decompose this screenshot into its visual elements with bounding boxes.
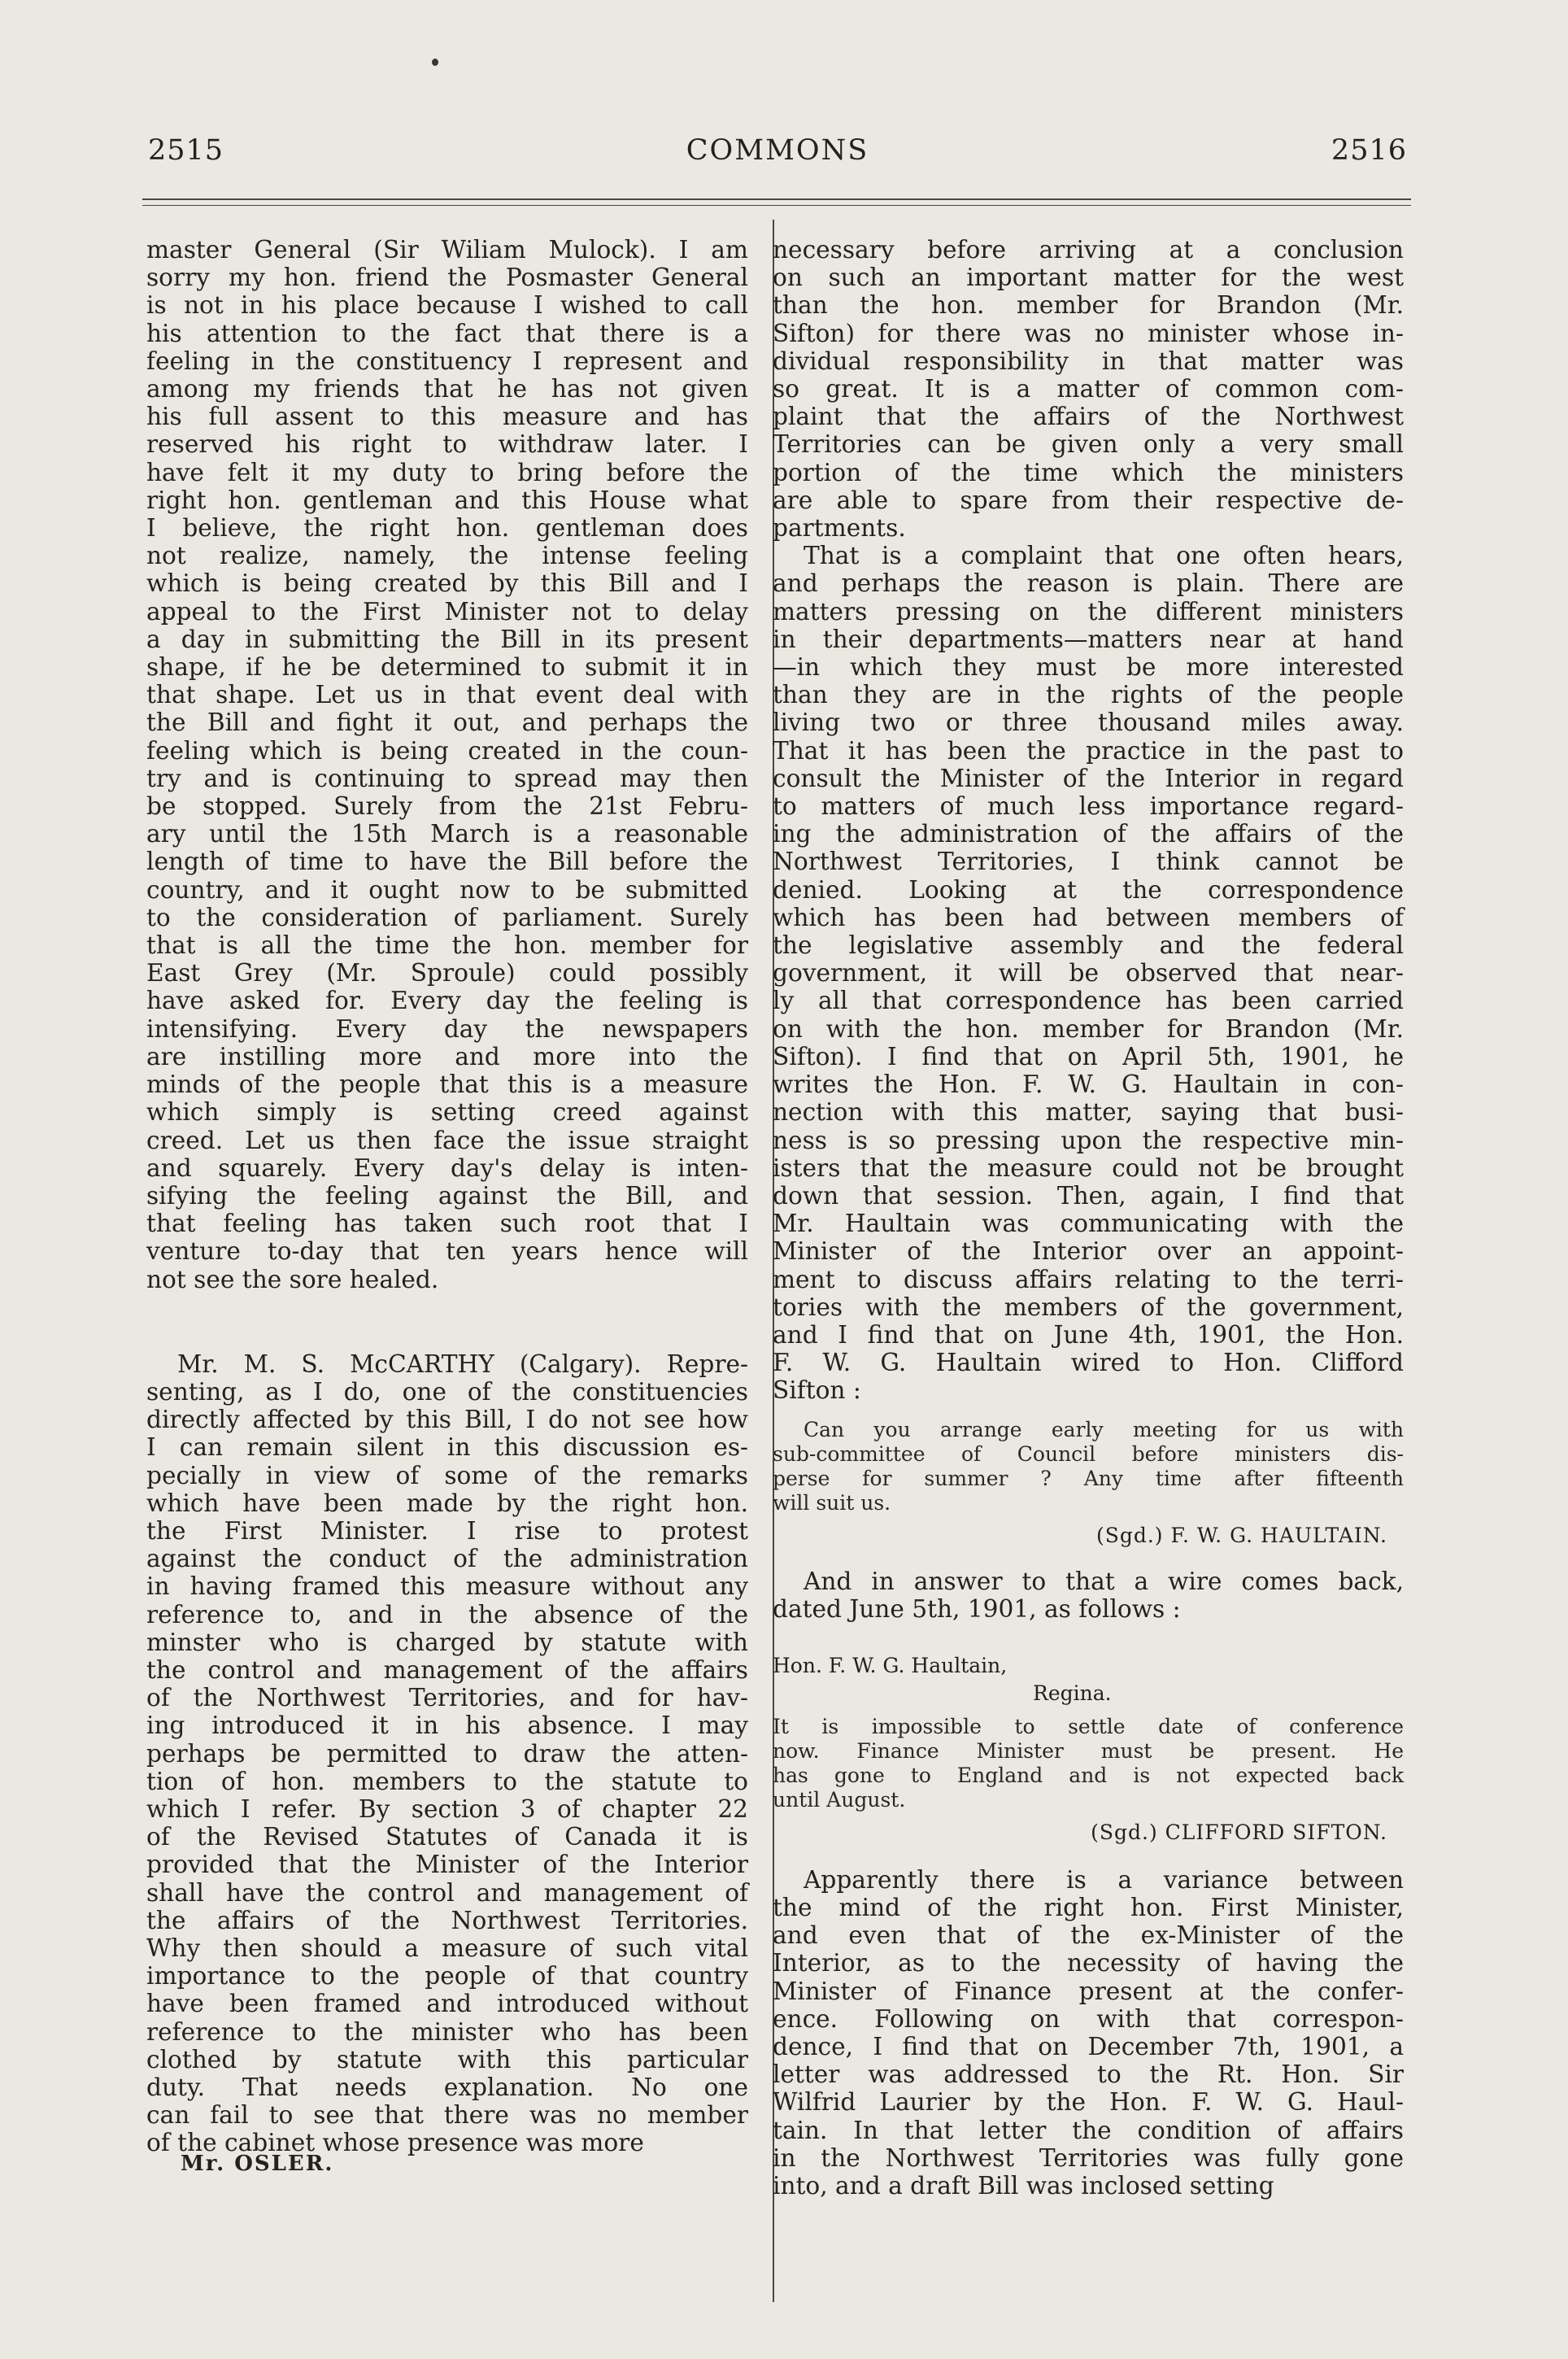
text-line: senting, as I do, one of the constituencies: [146, 1377, 748, 1406]
text-line: tain. In that letter the condition of affairs: [773, 2116, 1404, 2144]
text-line: portion of the time which the ministers: [773, 458, 1404, 486]
text-line: try and is continuing to spread may then: [146, 764, 748, 792]
telegram-sifton: [773, 1715, 1404, 1812]
text-line: pecially in view of some of the remarks: [146, 1461, 748, 1489]
text-line: directly affected by this Bill, I do not see how: [146, 1406, 748, 1434]
text-line: Northwest Territories, I think cannot be: [773, 848, 1404, 876]
text-line: Mr. Haultain was communicating with the: [773, 1210, 1404, 1238]
text-line: perhaps be permitted to draw the atten-: [146, 1739, 748, 1768]
text-line: intensifying. Every day the newspapers: [146, 1014, 748, 1043]
text-line: And in answer to that a wire comes back,: [804, 1567, 1404, 1595]
footer-speaker-name: Mr. OSLER.: [181, 2152, 334, 2176]
text-line: ary until the 15th March is a reasonable: [146, 820, 748, 848]
text-line: to matters of much less importance regard-: [773, 792, 1404, 821]
text-line: in having framed this measure without any: [146, 1572, 748, 1601]
text-line: dence, I find that on December 7th, 1901, a: [773, 2032, 1404, 2060]
text-line: Minister of the Interior over an appoint-: [773, 1237, 1404, 1266]
text-line: ness is so pressing upon the respective min-: [773, 1126, 1404, 1154]
text-line: not realize, namely, the intense feeling: [146, 542, 748, 570]
text-line: are able to spare from their respective de-: [773, 486, 1404, 514]
text-line: provided that the Minister of the Interior: [146, 1851, 748, 1879]
text-line: Sifton). I find that on April 5th, 1901, he: [773, 1042, 1404, 1070]
text-line: Wilfrid Laurier by the Hon. F. W. G. Haul-: [773, 2088, 1404, 2117]
text-line: shape, if he be determined to submit it in: [146, 653, 748, 682]
text-line: be stopped. Surely from the 21st Febru-: [146, 792, 748, 821]
text-line: ing introduced it in his absence. I may: [146, 1711, 748, 1740]
text-line: his attention to the fact that there is a: [146, 319, 748, 347]
left-column: [146, 236, 748, 2157]
text-line: his full assent to this measure and has: [146, 403, 748, 431]
header-rule: [142, 198, 1411, 200]
text-line: dividual responsibility in that matter was: [773, 347, 1404, 375]
text-line: sifying the feeling against the Bill, and: [146, 1181, 748, 1210]
text-line: letter was addressed to the Rt. Hon. Sir: [773, 2060, 1404, 2089]
text-line: will suit us.: [773, 1490, 891, 1515]
right-paragraph-2: [773, 542, 1404, 1404]
ink-speck: [432, 59, 438, 66]
text-line: shall have the control and management of: [146, 1878, 748, 1907]
text-line: which have been made by the right hon.: [146, 1489, 748, 1517]
text-line: Interior, as to the necessity of having the: [773, 1949, 1404, 1977]
text-line: importance to the people of that country: [146, 1962, 748, 1991]
text-line: minster who is charged by statute with: [146, 1628, 748, 1656]
text-line: reserved his right to withdraw later. I: [146, 430, 748, 459]
text-line: are instilling more and more into the: [146, 1042, 748, 1070]
text-line: Sifton) for there was no minister whose in-: [773, 319, 1404, 347]
text-line: so great. It is a matter of common com-: [773, 375, 1404, 403]
text-line: F. W. G. Haultain wired to Hon. Clifford: [773, 1349, 1404, 1377]
telegram-haultain-signature: (Sgd.) F. W. G. HAULTAIN.: [1095, 1523, 1387, 1547]
text-line: Mr. M. S. McCARTHY (Calgary). Repre-: [177, 1350, 748, 1378]
text-line: can fail to see that there was no member: [146, 2101, 748, 2130]
text-line: I believe, the right hon. gentleman does: [146, 514, 748, 543]
text-line: consult the Minister of the Interior in regard: [773, 764, 1404, 792]
text-line: have been framed and introduced without: [146, 1990, 748, 2018]
text-line: ment to discuss affairs relating to the terri-: [773, 1265, 1404, 1293]
left-paragraph-1: [146, 236, 748, 1293]
text-line: feeling which is being created in the coun-: [146, 736, 748, 765]
text-line: Apparently there is a variance between: [804, 1865, 1404, 1894]
text-line: on such an important matter for the west: [773, 264, 1404, 292]
text-line: denied. Looking at the correspondence: [773, 875, 1404, 904]
text-line: against the conduct of the administration: [146, 1545, 748, 1573]
text-line: Can you arrange early meeting for us with: [804, 1417, 1404, 1441]
text-line: to the consideration of parliament. Surely: [146, 903, 748, 931]
text-line: Sifton :: [773, 1376, 861, 1405]
text-line: isters that the measure could not be brought: [773, 1153, 1404, 1182]
text-line: and I find that on June 4th, 1901, the Hon.: [773, 1320, 1404, 1349]
running-title: COMMONS: [686, 134, 869, 167]
text-line: East Grey (Mr. Sproule) could possibly: [146, 959, 748, 988]
text-line: in the Northwest Territories was fully gone: [773, 2143, 1404, 2172]
text-line: creed. Let us then face the issue straight: [146, 1126, 748, 1154]
page-header: [148, 134, 1407, 175]
text-line: master General (Sir Wiliam Mulock). I am: [146, 236, 748, 264]
text-line: plaint that the affairs of the Northwest: [773, 403, 1404, 431]
text-line: among my friends that he has not given: [146, 375, 748, 403]
text-line: dated June 5th, 1901, as follows :: [773, 1594, 1181, 1623]
text-line: is not in his place because I wished to call: [146, 291, 748, 320]
text-line: a day in submitting the Bill in its present: [146, 625, 748, 653]
text-line: than they are in the rights of the people: [773, 681, 1404, 709]
text-line: venture to-day that ten years hence will: [146, 1237, 748, 1266]
text-line: necessary before arriving at a conclusion: [773, 236, 1404, 264]
text-line: tion of hon. members to the statute to: [146, 1767, 748, 1795]
text-line: and even that of the ex-Minister of the: [773, 1921, 1404, 1950]
text-line: that is all the time the hon. member for: [146, 931, 748, 960]
text-line: has gone to England and is not expected back: [773, 1763, 1404, 1787]
text-line: reference to the minister who has been: [146, 2017, 748, 2046]
text-line: not see the sore healed.: [146, 1265, 439, 1293]
right-paragraph-4: [773, 1866, 1404, 2200]
text-line: tories with the members of the government,: [773, 1293, 1404, 1321]
left-paragraph-mccarthy: [146, 1350, 748, 2157]
telegram-sifton-signature: (Sgd.) CLIFFORD SIFTON.: [1091, 1820, 1387, 1844]
text-line: of the Revised Statutes of Canada it is: [146, 1823, 748, 1851]
text-line: country, and it ought now to be submitted: [146, 875, 748, 904]
text-line: that shape. Let us in that event deal with: [146, 681, 748, 709]
text-line: ence. Following on with that correspon-: [773, 2004, 1404, 2033]
telegram-address: Hon. F. W. G. Haultain,: [773, 1654, 1008, 1678]
text-line: which has been had between members of: [773, 903, 1404, 931]
text-line: of the Northwest Territories, and for hav-: [146, 1684, 748, 1712]
text-line: I can remain silent in this discussion es-: [146, 1433, 748, 1462]
text-line: and perhaps the reason is plain. There are: [773, 569, 1404, 598]
text-line: that feeling has taken such root that I: [146, 1210, 748, 1238]
text-line: ing the administration of the affairs of the: [773, 820, 1404, 848]
text-line: the control and management of the affairs: [146, 1655, 748, 1684]
text-line: That it has been the practice in the past to: [773, 736, 1404, 765]
text-line: duty. That needs explanation. No one: [146, 2073, 748, 2101]
text-line: the Bill and fight it out, and perhaps the: [146, 709, 748, 737]
text-line: the mind of the right hon. First Minister,: [773, 1893, 1404, 1921]
text-line: ly all that correspondence has been carried: [773, 987, 1404, 1015]
left-page-number: 2515: [148, 134, 224, 167]
text-line: appeal to the First Minister not to delay: [146, 597, 748, 626]
right-paragraph-1: [773, 236, 1404, 542]
text-line: It is impossible to settle date of conference: [773, 1714, 1404, 1738]
text-line: matters pressing on the different ministers: [773, 597, 1404, 626]
text-line: clothed by statute with this particular: [146, 2045, 748, 2073]
text-line: partments.: [773, 514, 906, 543]
text-line: Territories can be given only a very small: [773, 430, 1404, 459]
telegram-address-city: Regina.: [1033, 1681, 1112, 1706]
text-line: living two or three thousand miles away.: [773, 709, 1404, 737]
text-line: writes the Hon. F. W. G. Haultain in con-: [773, 1070, 1404, 1099]
text-line: on with the hon. member for Brandon (Mr.: [773, 1014, 1404, 1043]
text-line: which simply is setting creed against: [146, 1098, 748, 1127]
text-line: the First Minister. I rise to protest: [146, 1516, 748, 1545]
text-line: which I refer. By section 3 of chapter 22: [146, 1794, 748, 1823]
text-line: the legislative assembly and the federal: [773, 931, 1404, 960]
text-line: nection with this matter, saying that busi-: [773, 1098, 1404, 1127]
text-line: sorry my hon. friend the Posmaster General: [146, 264, 748, 292]
text-line: until August.: [773, 1787, 906, 1812]
text-line: —in which they must be more interested: [773, 653, 1404, 682]
text-line: feeling in the constituency I represent and: [146, 347, 748, 375]
text-line: Why then should a measure of such vital: [146, 1934, 748, 1962]
text-line: right hon. gentleman and this House what: [146, 486, 748, 514]
text-line: which is being created by this Bill and I: [146, 569, 748, 598]
text-line: now. Finance Minister must be present. He: [773, 1738, 1404, 1763]
text-line: than the hon. member for Brandon (Mr.: [773, 291, 1404, 320]
text-line: perse for summer ? Any time after fifteenth: [773, 1466, 1404, 1490]
header-rule-thin: [142, 205, 1411, 206]
text-line: into, and a draft Bill was inclosed setting: [773, 2171, 1274, 2200]
text-line: sub-committee of Council before ministers dis-: [773, 1441, 1404, 1466]
text-line: have asked for. Every day the feeling is: [146, 987, 748, 1015]
text-line: Minister of Finance present at the confer-: [773, 1977, 1404, 2005]
telegram-haultain: [773, 1418, 1404, 1515]
text-line: reference to, and in the absence of the: [146, 1600, 748, 1629]
text-line: minds of the people that this is a measure: [146, 1070, 748, 1099]
text-line: down that session. Then, again, I find that: [773, 1181, 1404, 1210]
text-line: and squarely. Every day's delay is inten-: [146, 1153, 748, 1182]
text-line: have felt it my duty to bring before the: [146, 458, 748, 486]
text-line: That is a complaint that one often hears,: [804, 542, 1404, 570]
text-line: of the cabinet whose presence was more: [146, 2129, 644, 2157]
right-column: [773, 236, 1404, 2200]
right-paragraph-3: [773, 1568, 1404, 1623]
text-line: in their departments—matters near at hand: [773, 625, 1404, 653]
right-page-number: 2516: [1331, 134, 1407, 167]
text-line: government, it will be observed that near-: [773, 959, 1404, 988]
text-line: length of time to have the Bill before the: [146, 848, 748, 876]
text-line: the affairs of the Northwest Territories.: [146, 1906, 748, 1934]
